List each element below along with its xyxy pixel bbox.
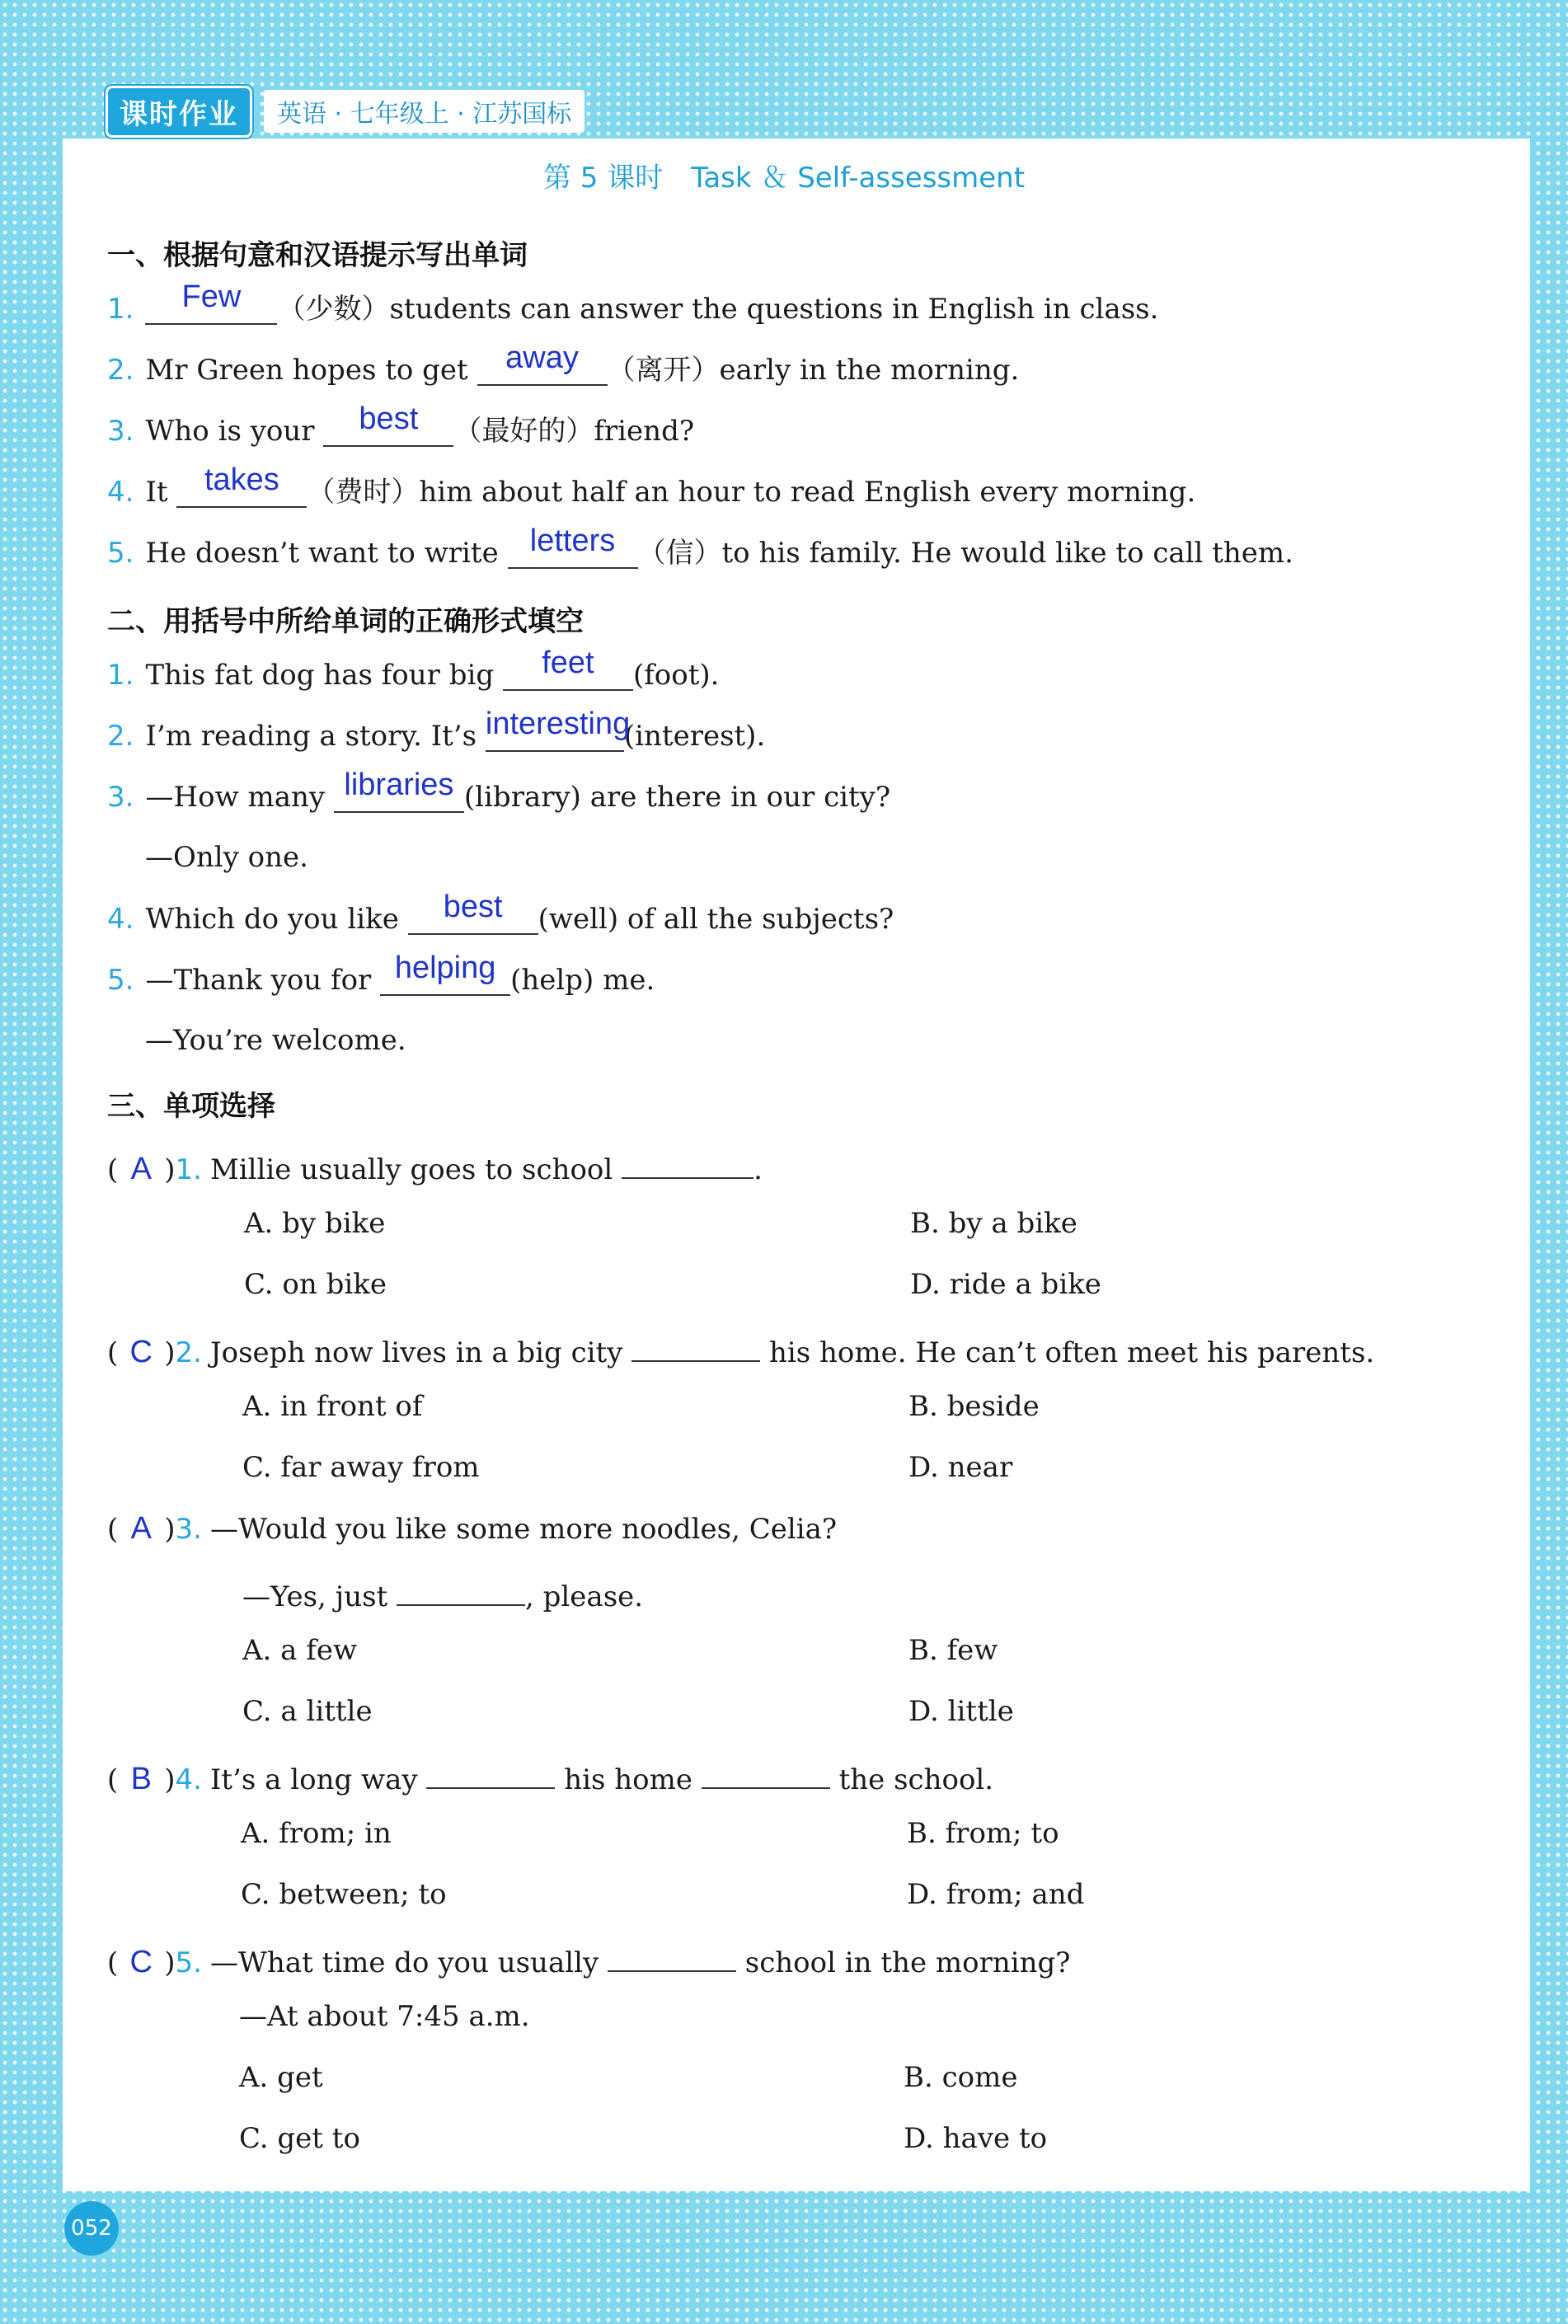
answer-blank: Few	[145, 290, 277, 325]
brand-logo: 课时作业	[106, 86, 252, 138]
header	[106, 87, 584, 135]
choice-answer: A	[130, 1152, 152, 1186]
mc-question-5-line2: —At about 7:45 a.m.	[239, 2000, 530, 2033]
option-d: D. near	[908, 1451, 1013, 1484]
s1-item-5: 5. He doesn’t want to write letters （信）to his family. He would like to call them.	[107, 523, 1293, 570]
option-c: C. get to	[239, 2122, 360, 2155]
subject-label: 英语 · 七年级上 · 江苏国标	[264, 90, 584, 133]
answer-blank: best	[408, 900, 538, 935]
s2-item-1: 1. This fat dog has four big feet (foot).	[107, 646, 720, 692]
option-a: A. by bike	[244, 1207, 386, 1240]
option-b: B. few	[908, 1634, 998, 1667]
answer-blank: helping	[380, 961, 510, 996]
s2-item-3: 3. —How many libraries (library) are there in our city?	[107, 768, 891, 814]
question-blank	[397, 1571, 525, 1606]
mc-question-1: ( A )1. Millie usually goes to school .	[107, 1144, 763, 1188]
option-c: C. between; to	[241, 1878, 447, 1911]
section-1-title: 一、根据句意和汉语提示写出单词	[107, 239, 528, 272]
lesson-title: 第 5 课时 Task ＆ Self-assessment	[542, 162, 1026, 195]
option-a: A. a few	[242, 1634, 358, 1667]
question-blank	[622, 1144, 753, 1179]
answer-blank: feet	[503, 656, 633, 691]
option-d: D. from; and	[907, 1878, 1085, 1911]
mc-question-4: ( B )4. It’s a long way his home the school.	[107, 1754, 993, 1798]
option-c: C. far away from	[242, 1451, 480, 1484]
page-number: 052	[64, 2201, 119, 2256]
s1-item-4: 4. It takes （费时）him about half an hour to read English every morning.	[107, 462, 1196, 509]
answer-blank: away	[477, 351, 608, 386]
option-d: D. little	[908, 1695, 1014, 1728]
answer-blank: takes	[176, 473, 307, 508]
s1-item-3: 3. Who is your best （最好的）friend?	[107, 401, 695, 448]
option-a: A. in front of	[242, 1390, 423, 1423]
option-a: A. from; in	[241, 1817, 392, 1850]
option-b: B. by a bike	[910, 1207, 1077, 1240]
option-d: D. ride a bike	[910, 1268, 1101, 1301]
option-a: A. get	[239, 2061, 323, 2094]
section-2-title: 二、用括号中所给单词的正确形式填空	[107, 605, 584, 638]
answer-blank: libraries	[334, 778, 464, 813]
answer-blank: interesting	[486, 717, 624, 752]
option-c: C. on bike	[244, 1268, 387, 1301]
choice-answer: C	[129, 1945, 153, 1979]
option-b: B. come	[904, 2061, 1018, 2094]
option-d: D. have to	[904, 2122, 1048, 2155]
question-blank	[608, 1937, 736, 1972]
option-b: B. beside	[908, 1390, 1040, 1423]
option-b: B. from; to	[907, 1817, 1059, 1850]
mc-question-2: ( C )2. Joseph now lives in a big city his home. He can’t often meet his parents.	[107, 1327, 1374, 1371]
question-blank	[702, 1754, 830, 1789]
section-3-title: 三、单项选择	[107, 1090, 275, 1123]
question-blank	[426, 1754, 555, 1789]
s2-item-5: 5. —Thank you for helping (help) me.	[107, 951, 655, 997]
mc-question-5: ( C )5. —What time do you usually school in the morning?	[107, 1937, 1071, 1981]
s2-item-4: 4. Which do you like best (well) of all the subjects?	[107, 890, 894, 936]
mc-question-3-line2: —Yes, just , please.	[242, 1571, 643, 1615]
answer-blank: letters	[508, 534, 638, 569]
choice-answer: C	[129, 1335, 153, 1369]
option-c: C. a little	[242, 1695, 373, 1728]
s1-item-2: 2. Mr Green hopes to get away （离开）early in the morning.	[107, 340, 1020, 387]
mc-question-3: ( A )3. —Would you like some more noodles, Celia?	[107, 1511, 838, 1546]
question-blank	[631, 1327, 760, 1362]
s2-item-3-reply: —Only one.	[145, 841, 308, 874]
s1-item-1: 1. Few （少数）students can answer the questions in English in class.	[107, 279, 1159, 326]
answer-blank: best	[323, 412, 453, 447]
s2-item-5-reply: —You’re welcome.	[145, 1024, 406, 1057]
s2-item-2: 2. I’m reading a story. It’s interesting(interest).	[107, 707, 766, 753]
choice-answer: B	[130, 1762, 152, 1796]
choice-answer: A	[130, 1511, 152, 1546]
